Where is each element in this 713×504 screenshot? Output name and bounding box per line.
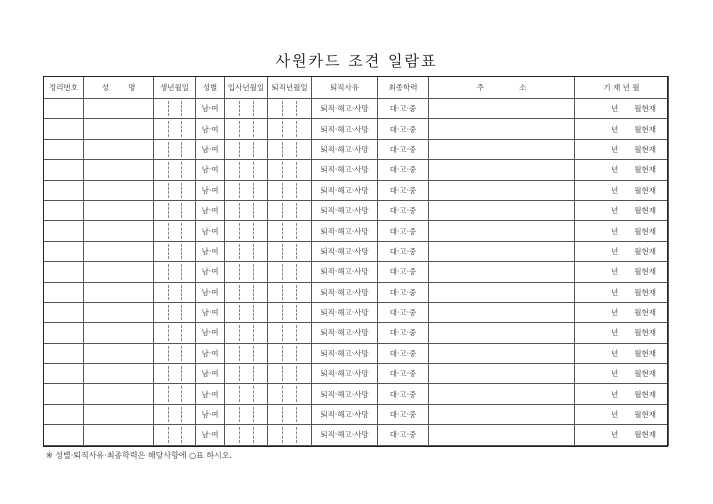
cell-address[interactable] <box>429 262 575 282</box>
cell-address[interactable] <box>429 302 575 322</box>
cell-record[interactable] <box>575 404 669 424</box>
record-year-label: 년 <box>611 389 619 399</box>
cell-no[interactable] <box>44 343 84 363</box>
record-year-label: 년 <box>611 124 619 134</box>
cell-record[interactable] <box>575 323 669 343</box>
cell-no[interactable] <box>44 200 84 220</box>
cell-gender[interactable] <box>196 200 225 220</box>
cell-address[interactable] <box>429 384 575 404</box>
record-month-label: 월현재 <box>634 389 656 399</box>
header-join: 입사년월일 <box>225 77 268 99</box>
header-name <box>84 77 154 99</box>
cell-join[interactable] <box>225 99 268 119</box>
reason-options: 퇴직·해고·사망 <box>320 328 369 338</box>
edu-options: 대·고·중 <box>389 287 417 297</box>
cell-join[interactable] <box>225 425 268 445</box>
record-month-label: 월현재 <box>634 308 656 318</box>
cell-reason[interactable] <box>312 404 378 424</box>
employee-card-table <box>43 76 669 446</box>
cell-address[interactable] <box>429 343 575 363</box>
cell-address[interactable] <box>429 160 575 180</box>
gender-options: 남·여 <box>201 308 219 318</box>
cell-leave[interactable] <box>268 200 312 220</box>
cell-gender[interactable] <box>196 241 225 261</box>
cell-join[interactable] <box>225 262 268 282</box>
table-row <box>44 343 669 363</box>
cell-birth[interactable] <box>154 302 196 322</box>
table-row <box>44 160 669 180</box>
cell-reason[interactable] <box>312 200 378 220</box>
reason-options: 퇴직·해고·사망 <box>320 369 369 379</box>
reason-options: 퇴직·해고·사망 <box>320 246 369 256</box>
cell-reason[interactable] <box>312 221 378 241</box>
header-addr-a: 주 <box>476 83 484 92</box>
gender-options: 남·여 <box>201 226 219 236</box>
cell-name[interactable] <box>84 282 154 302</box>
cell-name[interactable] <box>84 160 154 180</box>
record-month-label: 월현재 <box>634 369 656 379</box>
cell-leave[interactable] <box>268 241 312 261</box>
cell-join[interactable] <box>225 160 268 180</box>
record-year-label: 년 <box>611 348 619 358</box>
reason-options: 퇴직·해고·사망 <box>320 185 369 195</box>
record-month-label: 월현재 <box>634 165 656 175</box>
cell-no[interactable] <box>44 160 84 180</box>
cell-reason[interactable] <box>312 241 378 261</box>
record-year-label: 년 <box>611 246 619 256</box>
cell-join[interactable] <box>225 323 268 343</box>
reason-options: 퇴직·해고·사망 <box>320 430 369 440</box>
reason-options: 퇴직·해고·사망 <box>320 124 369 134</box>
cell-leave[interactable] <box>268 139 312 159</box>
cell-record[interactable] <box>575 119 669 139</box>
cell-edu[interactable] <box>378 384 429 404</box>
footnote: ※ 성별·퇴직사유·최종학력은 해당사항에 ○표 하시오. <box>46 451 233 460</box>
table-row <box>44 139 669 159</box>
cell-birth[interactable] <box>154 99 196 119</box>
cell-birth[interactable] <box>154 404 196 424</box>
cell-name[interactable] <box>84 221 154 241</box>
cell-no[interactable] <box>44 119 84 139</box>
record-year-label: 년 <box>611 267 619 277</box>
header-no: 정리번호 <box>44 77 84 99</box>
edu-options: 대·고·중 <box>389 410 417 420</box>
record-month-label: 월현재 <box>634 267 656 277</box>
cell-leave[interactable] <box>268 384 312 404</box>
cell-reason[interactable] <box>312 384 378 404</box>
cell-join[interactable] <box>225 404 268 424</box>
record-year-label: 년 <box>611 165 619 175</box>
cell-no[interactable] <box>44 180 84 200</box>
cell-no[interactable] <box>44 282 84 302</box>
cell-edu[interactable] <box>378 343 429 363</box>
reason-options: 퇴직·해고·사망 <box>320 206 369 216</box>
gender-options: 남·여 <box>201 430 219 440</box>
cell-no[interactable] <box>44 221 84 241</box>
gender-options: 남·여 <box>201 144 219 154</box>
cell-birth[interactable] <box>154 160 196 180</box>
reason-options: 퇴직·해고·사망 <box>320 308 369 318</box>
cell-leave[interactable] <box>268 282 312 302</box>
record-month-label: 월현재 <box>634 328 656 338</box>
cell-gender[interactable] <box>196 302 225 322</box>
cell-gender[interactable] <box>196 139 225 159</box>
cell-birth[interactable] <box>154 221 196 241</box>
cell-reason[interactable] <box>312 160 378 180</box>
cell-address[interactable] <box>429 119 575 139</box>
table-row <box>44 384 669 404</box>
cell-name[interactable] <box>84 139 154 159</box>
edu-options: 대·고·중 <box>389 165 417 175</box>
header-addr-b: 소 <box>519 83 527 92</box>
gender-options: 남·여 <box>201 410 219 420</box>
table-header-row <box>44 77 669 99</box>
record-month-label: 월현재 <box>634 226 656 236</box>
cell-record[interactable] <box>575 160 669 180</box>
cell-birth[interactable] <box>154 180 196 200</box>
edu-options: 대·고·중 <box>389 124 417 134</box>
cell-record[interactable] <box>575 200 669 220</box>
reason-options: 퇴직·해고·사망 <box>320 287 369 297</box>
cell-leave[interactable] <box>268 404 312 424</box>
cell-name[interactable] <box>84 302 154 322</box>
cell-gender[interactable] <box>196 343 225 363</box>
cell-leave[interactable] <box>268 364 312 384</box>
record-year-label: 년 <box>611 104 619 114</box>
cell-name[interactable] <box>84 404 154 424</box>
cell-edu[interactable] <box>378 425 429 445</box>
cell-no[interactable] <box>44 384 84 404</box>
cell-edu[interactable] <box>378 282 429 302</box>
cell-join[interactable] <box>225 343 268 363</box>
cell-edu[interactable] <box>378 241 429 261</box>
record-year-label: 년 <box>611 328 619 338</box>
cell-no[interactable] <box>44 323 84 343</box>
cell-address[interactable] <box>429 200 575 220</box>
cell-birth[interactable] <box>154 282 196 302</box>
reason-options: 퇴직·해고·사망 <box>320 165 369 175</box>
cell-edu[interactable] <box>378 99 429 119</box>
record-month-label: 월현재 <box>634 348 656 358</box>
cell-birth[interactable] <box>154 119 196 139</box>
table-row <box>44 425 669 445</box>
cell-no[interactable] <box>44 139 84 159</box>
record-year-label: 년 <box>611 308 619 318</box>
cell-leave[interactable] <box>268 343 312 363</box>
edu-options: 대·고·중 <box>389 104 417 114</box>
cell-gender[interactable] <box>196 384 225 404</box>
cell-leave[interactable] <box>268 323 312 343</box>
cell-name[interactable] <box>84 364 154 384</box>
cell-name[interactable] <box>84 323 154 343</box>
cell-no[interactable] <box>44 241 84 261</box>
cell-record[interactable] <box>575 425 669 445</box>
edu-options: 대·고·중 <box>389 328 417 338</box>
header-edu: 최종학력 <box>378 77 429 99</box>
reason-options: 퇴직·해고·사망 <box>320 267 369 277</box>
gender-options: 남·여 <box>201 287 219 297</box>
edu-options: 대·고·중 <box>389 185 417 195</box>
cell-edu[interactable] <box>378 180 429 200</box>
cell-edu[interactable] <box>378 262 429 282</box>
record-year-label: 년 <box>611 144 619 154</box>
record-year-label: 년 <box>611 185 619 195</box>
gender-options: 남·여 <box>201 246 219 256</box>
cell-gender[interactable] <box>196 160 225 180</box>
page-title: 사원카드 조견 일람표 <box>275 52 438 70</box>
gender-options: 남·여 <box>201 348 219 358</box>
cell-address[interactable] <box>429 241 575 261</box>
cell-address[interactable] <box>429 282 575 302</box>
reason-options: 퇴직·해고·사망 <box>320 144 369 154</box>
cell-no[interactable] <box>44 302 84 322</box>
cell-name[interactable] <box>84 425 154 445</box>
edu-options: 대·고·중 <box>389 226 417 236</box>
gender-options: 남·여 <box>201 104 219 114</box>
gender-options: 남·여 <box>201 185 219 195</box>
cell-reason[interactable] <box>312 323 378 343</box>
cell-join[interactable] <box>225 282 268 302</box>
edu-options: 대·고·중 <box>389 206 417 216</box>
cell-address[interactable] <box>429 364 575 384</box>
table-row <box>44 200 669 220</box>
cell-name[interactable] <box>84 241 154 261</box>
header-name-a: 성 <box>101 83 109 92</box>
edu-options: 대·고·중 <box>389 246 417 256</box>
table-row <box>44 180 669 200</box>
cell-address[interactable] <box>429 323 575 343</box>
record-month-label: 월현재 <box>634 104 656 114</box>
cell-edu[interactable] <box>378 404 429 424</box>
cell-reason[interactable] <box>312 262 378 282</box>
record-year-label: 년 <box>611 430 619 440</box>
cell-reason[interactable] <box>312 282 378 302</box>
cell-record[interactable] <box>575 262 669 282</box>
table-row <box>44 404 669 424</box>
cell-birth[interactable] <box>154 139 196 159</box>
cell-gender[interactable] <box>196 323 225 343</box>
cell-edu[interactable] <box>378 323 429 343</box>
cell-leave[interactable] <box>268 99 312 119</box>
gender-options: 남·여 <box>201 165 219 175</box>
cell-edu[interactable] <box>378 364 429 384</box>
cell-birth[interactable] <box>154 323 196 343</box>
table-row <box>44 302 669 322</box>
cell-gender[interactable] <box>196 221 225 241</box>
cell-gender[interactable] <box>196 262 225 282</box>
record-month-label: 월현재 <box>634 185 656 195</box>
cell-join[interactable] <box>225 241 268 261</box>
table-row <box>44 241 669 261</box>
header-birth: 생년월일 <box>154 77 196 99</box>
cell-record[interactable] <box>575 302 669 322</box>
cell-gender[interactable] <box>196 99 225 119</box>
cell-birth[interactable] <box>154 262 196 282</box>
gender-options: 남·여 <box>201 124 219 134</box>
cell-join[interactable] <box>225 364 268 384</box>
record-year-label: 년 <box>611 369 619 379</box>
table-row <box>44 364 669 384</box>
cell-join[interactable] <box>225 139 268 159</box>
edu-options: 대·고·중 <box>389 430 417 440</box>
cell-record[interactable] <box>575 364 669 384</box>
cell-join[interactable] <box>225 119 268 139</box>
cell-record[interactable] <box>575 241 669 261</box>
cell-no[interactable] <box>44 425 84 445</box>
cell-join[interactable] <box>225 221 268 241</box>
cell-edu[interactable] <box>378 119 429 139</box>
cell-name[interactable] <box>84 343 154 363</box>
record-month-label: 월현재 <box>634 144 656 154</box>
cell-no[interactable] <box>44 99 84 119</box>
cell-name[interactable] <box>84 200 154 220</box>
record-month-label: 월현재 <box>634 124 656 134</box>
cell-edu[interactable] <box>378 160 429 180</box>
cell-record[interactable] <box>575 384 669 404</box>
cell-address[interactable] <box>429 180 575 200</box>
cell-join[interactable] <box>225 384 268 404</box>
cell-gender[interactable] <box>196 119 225 139</box>
cell-leave[interactable] <box>268 180 312 200</box>
header-gender: 성별 <box>196 77 225 99</box>
cell-gender[interactable] <box>196 364 225 384</box>
table-row <box>44 119 669 139</box>
cell-name[interactable] <box>84 180 154 200</box>
cell-name[interactable] <box>84 262 154 282</box>
cell-reason[interactable] <box>312 302 378 322</box>
cell-join[interactable] <box>225 302 268 322</box>
cell-gender[interactable] <box>196 404 225 424</box>
edu-options: 대·고·중 <box>389 267 417 277</box>
cell-reason[interactable] <box>312 139 378 159</box>
reason-options: 퇴직·해고·사망 <box>320 104 369 114</box>
cell-record[interactable] <box>575 282 669 302</box>
cell-reason[interactable] <box>312 180 378 200</box>
gender-options: 남·여 <box>201 328 219 338</box>
cell-name[interactable] <box>84 384 154 404</box>
reason-options: 퇴직·해고·사망 <box>320 226 369 236</box>
table-row <box>44 323 669 343</box>
cell-birth[interactable] <box>154 384 196 404</box>
cell-name[interactable] <box>84 119 154 139</box>
cell-record[interactable] <box>575 180 669 200</box>
cell-reason[interactable] <box>312 364 378 384</box>
cell-edu[interactable] <box>378 221 429 241</box>
cell-address[interactable] <box>429 99 575 119</box>
cell-leave[interactable] <box>268 160 312 180</box>
cell-no[interactable] <box>44 404 84 424</box>
cell-leave[interactable] <box>268 221 312 241</box>
cell-address[interactable] <box>429 139 575 159</box>
cell-gender[interactable] <box>196 282 225 302</box>
cell-edu[interactable] <box>378 139 429 159</box>
cell-gender[interactable] <box>196 180 225 200</box>
cell-leave[interactable] <box>268 302 312 322</box>
record-month-label: 월현재 <box>634 206 656 216</box>
cell-leave[interactable] <box>268 262 312 282</box>
record-year-label: 년 <box>611 206 619 216</box>
edu-options: 대·고·중 <box>389 308 417 318</box>
record-month-label: 월현재 <box>634 430 656 440</box>
record-month-label: 월현재 <box>634 287 656 297</box>
cell-record[interactable] <box>575 343 669 363</box>
cell-record[interactable] <box>575 221 669 241</box>
cell-address[interactable] <box>429 404 575 424</box>
cell-leave[interactable] <box>268 119 312 139</box>
cell-no[interactable] <box>44 262 84 282</box>
header-name-b: 명 <box>128 83 136 92</box>
reason-options: 퇴직·해고·사망 <box>320 389 369 399</box>
table-row <box>44 221 669 241</box>
cell-address[interactable] <box>429 221 575 241</box>
table-row <box>44 99 669 119</box>
cell-birth[interactable] <box>154 343 196 363</box>
edu-options: 대·고·중 <box>389 369 417 379</box>
edu-options: 대·고·중 <box>389 389 417 399</box>
cell-birth[interactable] <box>154 364 196 384</box>
cell-no[interactable] <box>44 364 84 384</box>
edu-options: 대·고·중 <box>389 144 417 154</box>
cell-edu[interactable] <box>378 302 429 322</box>
header-reason: 퇴직사유 <box>312 77 378 99</box>
cell-reason[interactable] <box>312 425 378 445</box>
cell-gender[interactable] <box>196 425 225 445</box>
record-month-label: 월현재 <box>634 246 656 256</box>
cell-birth[interactable] <box>154 425 196 445</box>
cell-birth[interactable] <box>154 200 196 220</box>
cell-reason[interactable] <box>312 119 378 139</box>
table-body <box>44 99 669 446</box>
cell-record[interactable] <box>575 99 669 119</box>
cell-join[interactable] <box>225 180 268 200</box>
gender-options: 남·여 <box>201 389 219 399</box>
cell-leave[interactable] <box>268 425 312 445</box>
cell-reason[interactable] <box>312 99 378 119</box>
header-leave: 퇴직년월일 <box>268 77 312 99</box>
cell-edu[interactable] <box>378 200 429 220</box>
record-year-label: 년 <box>611 287 619 297</box>
header-address <box>429 77 575 99</box>
cell-birth[interactable] <box>154 241 196 261</box>
record-year-label: 년 <box>611 226 619 236</box>
cell-record[interactable] <box>575 139 669 159</box>
gender-options: 남·여 <box>201 267 219 277</box>
cell-address[interactable] <box>429 425 575 445</box>
cell-name[interactable] <box>84 99 154 119</box>
table-row <box>44 282 669 302</box>
reason-options: 퇴직·해고·사망 <box>320 348 369 358</box>
cell-join[interactable] <box>225 200 268 220</box>
table-row <box>44 262 669 282</box>
gender-options: 남·여 <box>201 369 219 379</box>
reason-options: 퇴직·해고·사망 <box>320 410 369 420</box>
cell-reason[interactable] <box>312 343 378 363</box>
edu-options: 대·고·중 <box>389 348 417 358</box>
header-record: 기 재 년 월 <box>575 77 669 99</box>
record-month-label: 월현재 <box>634 410 656 420</box>
gender-options: 남·여 <box>201 206 219 216</box>
record-year-label: 년 <box>611 410 619 420</box>
